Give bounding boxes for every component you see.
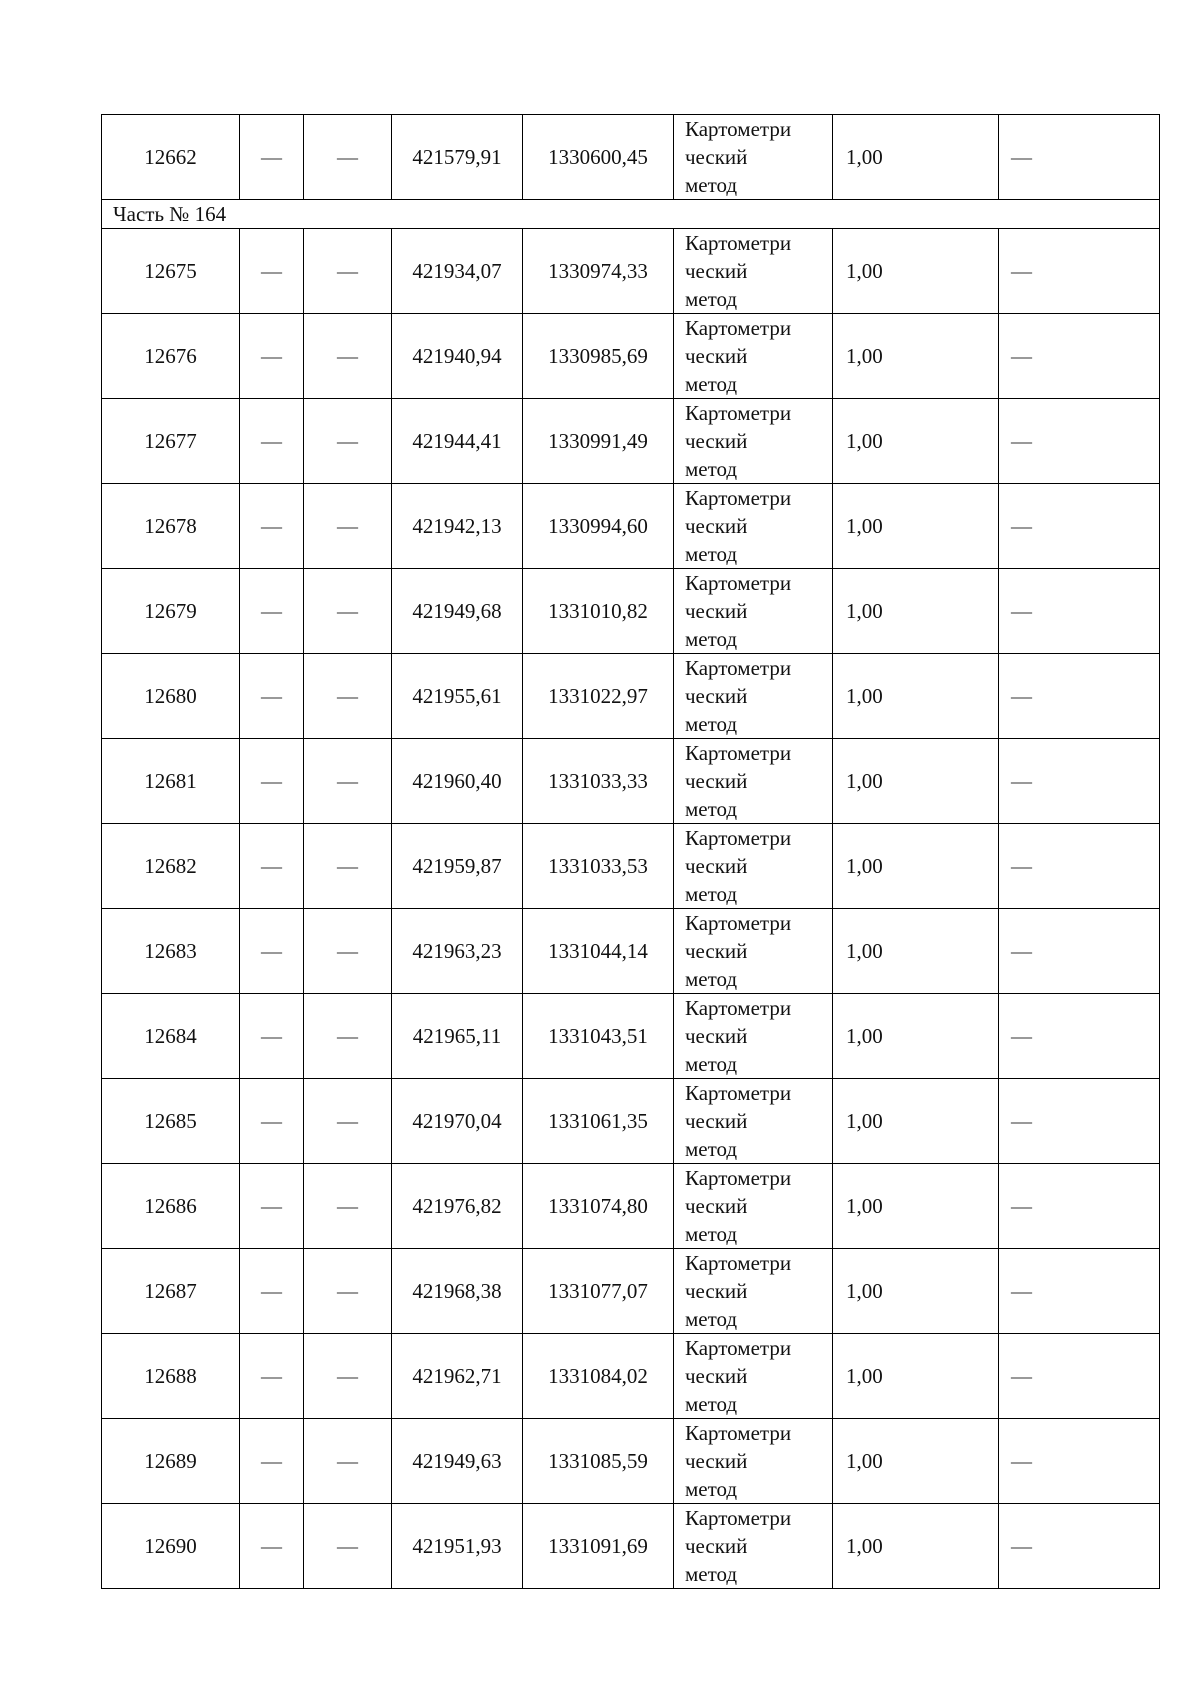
y-coordinate-cell: 1331061,35 xyxy=(523,1079,674,1164)
method-cell xyxy=(674,229,833,314)
empty-value-cell: — xyxy=(304,739,392,824)
description-cell: — xyxy=(999,399,1160,484)
y-coordinate-cell: 1331044,14 xyxy=(523,909,674,994)
empty-value-cell: — xyxy=(304,994,392,1079)
y-coordinate-cell: 1331077,07 xyxy=(523,1249,674,1334)
x-coordinate-cell: 421962,71 xyxy=(392,1334,523,1419)
method-text-line: метод xyxy=(685,457,738,481)
method-text-line: ческий xyxy=(685,684,748,708)
method-text-line: ческий xyxy=(685,769,748,793)
table-row xyxy=(102,484,1160,569)
precision-cell: 1,00 xyxy=(833,1164,999,1249)
x-coordinate-cell: 421942,13 xyxy=(392,484,523,569)
method-text-line: Картометри xyxy=(685,1336,792,1360)
method-text-line: ческий xyxy=(685,1109,748,1133)
section-label: Часть № 164 xyxy=(102,200,1160,229)
method-text-line: метод xyxy=(685,1222,738,1246)
precision-cell: 1,00 xyxy=(833,1504,999,1589)
x-coordinate-cell: 421951,93 xyxy=(392,1504,523,1589)
empty-value-cell: — xyxy=(240,569,304,654)
precision-cell: 1,00 xyxy=(833,994,999,1079)
description-cell: — xyxy=(999,1249,1160,1334)
method-text-line: Картометри xyxy=(685,316,792,340)
method-text-line: ческий xyxy=(685,1024,748,1048)
x-coordinate-cell: 421579,91 xyxy=(392,115,523,200)
table-row xyxy=(102,994,1160,1079)
empty-value-cell: — xyxy=(304,229,392,314)
table-row xyxy=(102,1504,1160,1589)
empty-value-cell: — xyxy=(304,654,392,739)
x-coordinate-cell: 421955,61 xyxy=(392,654,523,739)
y-coordinate-cell: 1331084,02 xyxy=(523,1334,674,1419)
empty-value-cell: — xyxy=(240,1079,304,1164)
table-row xyxy=(102,824,1160,909)
method-text-line: метод xyxy=(685,372,738,396)
method-cell xyxy=(674,569,833,654)
method-cell xyxy=(674,314,833,399)
y-coordinate-cell: 1330600,45 xyxy=(523,115,674,200)
empty-value-cell: — xyxy=(304,1334,392,1419)
method-text-line: метод xyxy=(685,173,738,197)
table-row xyxy=(102,229,1160,314)
description-cell: — xyxy=(999,654,1160,739)
empty-value-cell: — xyxy=(304,1249,392,1334)
empty-value-cell: — xyxy=(304,314,392,399)
empty-value-cell: — xyxy=(240,909,304,994)
method-text-line: метод xyxy=(685,287,738,311)
empty-value-cell: — xyxy=(304,909,392,994)
point-number-cell: 12689 xyxy=(102,1419,240,1504)
method-cell xyxy=(674,824,833,909)
description-cell: — xyxy=(999,909,1160,994)
empty-value-cell: — xyxy=(304,1164,392,1249)
y-coordinate-cell: 1330974,33 xyxy=(523,229,674,314)
method-text-line: метод xyxy=(685,882,738,906)
x-coordinate-cell: 421949,63 xyxy=(392,1419,523,1504)
method-text-line: Картометри xyxy=(685,117,792,141)
empty-value-cell: — xyxy=(304,569,392,654)
description-cell: — xyxy=(999,1079,1160,1164)
point-number-cell: 12690 xyxy=(102,1504,240,1589)
precision-cell: 1,00 xyxy=(833,1334,999,1419)
method-text-line: ческий xyxy=(685,939,748,963)
method-text-line: Картометри xyxy=(685,1081,792,1105)
point-number-cell: 12682 xyxy=(102,824,240,909)
precision-cell: 1,00 xyxy=(833,1419,999,1504)
y-coordinate-cell: 1330994,60 xyxy=(523,484,674,569)
table-row xyxy=(102,1334,1160,1419)
description-cell: — xyxy=(999,115,1160,200)
method-cell xyxy=(674,1504,833,1589)
method-cell xyxy=(674,909,833,994)
x-coordinate-cell: 421970,04 xyxy=(392,1079,523,1164)
coordinates-table xyxy=(101,114,1160,1589)
method-text-line: метод xyxy=(685,967,738,991)
x-coordinate-cell: 421965,11 xyxy=(392,994,523,1079)
x-coordinate-cell: 421968,38 xyxy=(392,1249,523,1334)
method-cell xyxy=(674,994,833,1079)
table-row xyxy=(102,1419,1160,1504)
point-number-cell: 12662 xyxy=(102,115,240,200)
empty-value-cell: — xyxy=(304,1419,392,1504)
precision-cell: 1,00 xyxy=(833,229,999,314)
point-number-cell: 12686 xyxy=(102,1164,240,1249)
x-coordinate-cell: 421944,41 xyxy=(392,399,523,484)
y-coordinate-cell: 1331022,97 xyxy=(523,654,674,739)
method-text-line: метод xyxy=(685,1137,738,1161)
table-row xyxy=(102,1079,1160,1164)
precision-cell: 1,00 xyxy=(833,824,999,909)
x-coordinate-cell: 421976,82 xyxy=(392,1164,523,1249)
table-row xyxy=(102,1164,1160,1249)
precision-cell: 1,00 xyxy=(833,739,999,824)
y-coordinate-cell: 1331010,82 xyxy=(523,569,674,654)
precision-cell: 1,00 xyxy=(833,484,999,569)
method-text-line: метод xyxy=(685,1052,738,1076)
x-coordinate-cell: 421960,40 xyxy=(392,739,523,824)
precision-cell: 1,00 xyxy=(833,115,999,200)
description-cell: — xyxy=(999,1334,1160,1419)
method-text-line: ческий xyxy=(685,1364,748,1388)
method-text-line: Картометри xyxy=(685,911,792,935)
method-cell xyxy=(674,1419,833,1504)
empty-value-cell: — xyxy=(240,1249,304,1334)
method-text-line: метод xyxy=(685,797,738,821)
method-text-line: ческий xyxy=(685,429,748,453)
method-text-line: метод xyxy=(685,712,738,736)
point-number-cell: 12677 xyxy=(102,399,240,484)
method-text-line: метод xyxy=(685,1562,738,1586)
method-cell xyxy=(674,1249,833,1334)
y-coordinate-cell: 1330985,69 xyxy=(523,314,674,399)
method-text-line: ческий xyxy=(685,1534,748,1558)
table-row xyxy=(102,654,1160,739)
method-cell xyxy=(674,739,833,824)
method-text-line: Картометри xyxy=(685,826,792,850)
empty-value-cell: — xyxy=(304,824,392,909)
point-number-cell: 12684 xyxy=(102,994,240,1079)
empty-value-cell: — xyxy=(240,1334,304,1419)
precision-cell: 1,00 xyxy=(833,1079,999,1164)
empty-value-cell: — xyxy=(240,229,304,314)
precision-cell: 1,00 xyxy=(833,909,999,994)
method-text-line: Картометри xyxy=(685,231,792,255)
method-text-line: Картометри xyxy=(685,1166,792,1190)
empty-value-cell: — xyxy=(240,1164,304,1249)
empty-value-cell: — xyxy=(240,1504,304,1589)
method-text-line: Картометри xyxy=(685,656,792,680)
empty-value-cell: — xyxy=(240,484,304,569)
method-text-line: Картометри xyxy=(685,486,792,510)
point-number-cell: 12688 xyxy=(102,1334,240,1419)
description-cell: — xyxy=(999,229,1160,314)
method-text-line: метод xyxy=(685,1392,738,1416)
point-number-cell: 12681 xyxy=(102,739,240,824)
description-cell: — xyxy=(999,484,1160,569)
method-text-line: метод xyxy=(685,542,738,566)
method-text-line: ческий xyxy=(685,599,748,623)
empty-value-cell: — xyxy=(240,1419,304,1504)
table-row xyxy=(102,399,1160,484)
empty-value-cell: — xyxy=(240,739,304,824)
precision-cell: 1,00 xyxy=(833,399,999,484)
table-row xyxy=(102,115,1160,200)
x-coordinate-cell: 421963,23 xyxy=(392,909,523,994)
point-number-cell: 12676 xyxy=(102,314,240,399)
description-cell: — xyxy=(999,569,1160,654)
point-number-cell: 12685 xyxy=(102,1079,240,1164)
method-text-line: Картометри xyxy=(685,401,792,425)
y-coordinate-cell: 1330991,49 xyxy=(523,399,674,484)
method-cell xyxy=(674,1164,833,1249)
table-row xyxy=(102,909,1160,994)
empty-value-cell: — xyxy=(240,994,304,1079)
empty-value-cell: — xyxy=(240,399,304,484)
method-text-line: Картометри xyxy=(685,741,792,765)
method-text-line: ческий xyxy=(685,259,748,283)
method-text-line: метод xyxy=(685,1477,738,1501)
method-text-line: Картометри xyxy=(685,996,792,1020)
x-coordinate-cell: 421949,68 xyxy=(392,569,523,654)
method-text-line: ческий xyxy=(685,1194,748,1218)
method-text-line: ческий xyxy=(685,1449,748,1473)
point-number-cell: 12678 xyxy=(102,484,240,569)
method-text-line: Картометри xyxy=(685,1251,792,1275)
empty-value-cell: — xyxy=(240,654,304,739)
description-cell: — xyxy=(999,824,1160,909)
empty-value-cell: — xyxy=(304,399,392,484)
point-number-cell: 12683 xyxy=(102,909,240,994)
empty-value-cell: — xyxy=(240,824,304,909)
table-row xyxy=(102,314,1160,399)
method-cell xyxy=(674,399,833,484)
y-coordinate-cell: 1331085,59 xyxy=(523,1419,674,1504)
precision-cell: 1,00 xyxy=(833,314,999,399)
method-cell xyxy=(674,484,833,569)
description-cell: — xyxy=(999,314,1160,399)
table-row xyxy=(102,739,1160,824)
description-cell: — xyxy=(999,994,1160,1079)
method-text-line: метод xyxy=(685,627,738,651)
method-cell xyxy=(674,654,833,739)
point-number-cell: 12679 xyxy=(102,569,240,654)
method-text-line: Картометри xyxy=(685,1506,792,1530)
method-cell xyxy=(674,1334,833,1419)
description-cell: — xyxy=(999,1419,1160,1504)
precision-cell: 1,00 xyxy=(833,569,999,654)
x-coordinate-cell: 421940,94 xyxy=(392,314,523,399)
y-coordinate-cell: 1331091,69 xyxy=(523,1504,674,1589)
description-cell: — xyxy=(999,739,1160,824)
method-text-line: ческий xyxy=(685,145,748,169)
description-cell: — xyxy=(999,1164,1160,1249)
method-text-line: метод xyxy=(685,1307,738,1331)
table-row xyxy=(102,1249,1160,1334)
y-coordinate-cell: 1331033,33 xyxy=(523,739,674,824)
x-coordinate-cell: 421959,87 xyxy=(392,824,523,909)
point-number-cell: 12687 xyxy=(102,1249,240,1334)
table-body xyxy=(102,115,1160,1589)
empty-value-cell: — xyxy=(304,1079,392,1164)
description-cell: — xyxy=(999,1504,1160,1589)
table-row xyxy=(102,569,1160,654)
method-text-line: ческий xyxy=(685,1279,748,1303)
x-coordinate-cell: 421934,07 xyxy=(392,229,523,314)
precision-cell: 1,00 xyxy=(833,1249,999,1334)
method-text-line: Картометри xyxy=(685,1421,792,1445)
point-number-cell: 12675 xyxy=(102,229,240,314)
point-number-cell: 12680 xyxy=(102,654,240,739)
method-cell xyxy=(674,1079,833,1164)
y-coordinate-cell: 1331043,51 xyxy=(523,994,674,1079)
empty-value-cell: — xyxy=(304,484,392,569)
section-header-row xyxy=(102,200,1160,229)
empty-value-cell: — xyxy=(240,115,304,200)
empty-value-cell: — xyxy=(240,314,304,399)
method-text-line: ческий xyxy=(685,854,748,878)
empty-value-cell: — xyxy=(304,1504,392,1589)
method-cell xyxy=(674,115,833,200)
method-text-line: Картометри xyxy=(685,571,792,595)
method-text-line: ческий xyxy=(685,514,748,538)
method-text-line: ческий xyxy=(685,344,748,368)
y-coordinate-cell: 1331074,80 xyxy=(523,1164,674,1249)
y-coordinate-cell: 1331033,53 xyxy=(523,824,674,909)
precision-cell: 1,00 xyxy=(833,654,999,739)
empty-value-cell: — xyxy=(304,115,392,200)
